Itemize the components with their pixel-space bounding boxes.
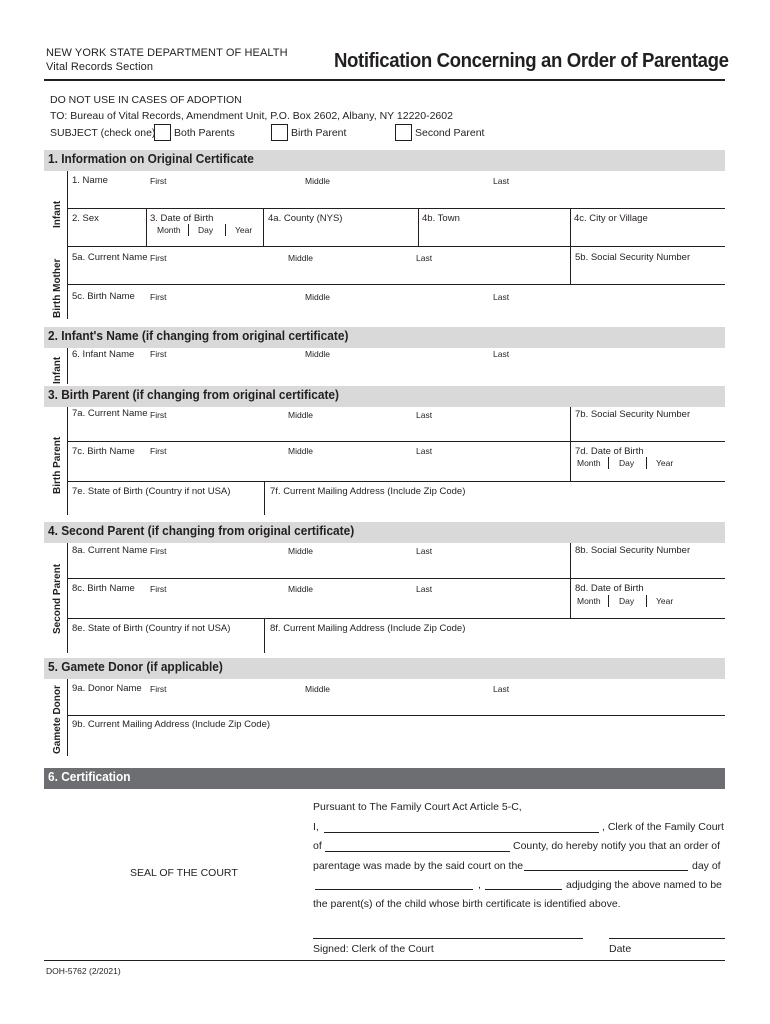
rule <box>225 224 226 236</box>
cert-line-2a: I, <box>313 821 319 833</box>
birthname-last: Last <box>493 292 510 302</box>
sp-dob-month: Month <box>577 596 601 606</box>
rule <box>188 224 189 236</box>
section-6-title: 6. Certification <box>48 770 131 784</box>
birthname-first: First <box>150 292 167 302</box>
birth-parent-label: Birth Parent <box>291 127 347 139</box>
cert-line-3a: of <box>313 840 322 852</box>
section-2-header <box>44 327 725 348</box>
sp-middle: Middle <box>288 546 314 556</box>
subject-label: SUBJECT (check one) <box>50 127 156 139</box>
rule <box>67 208 725 209</box>
cert-line-3b: County, do hereby notify you that an order of <box>513 840 721 852</box>
second-parent-checkbox[interactable] <box>395 124 412 141</box>
form-title: Notification Concerning an Order of Parentage <box>334 50 729 72</box>
side-label-second-parent: Second Parent <box>52 563 63 634</box>
rule <box>608 457 609 469</box>
recipient-address: TO: Bureau of Vital Records, Amendment Unit, P.O. Box 2602, Albany, NY 12220-2602 <box>50 110 453 122</box>
rule <box>646 595 647 607</box>
bp-dob-year: Year <box>656 458 674 468</box>
side-label-birth-mother: Birth Mother <box>52 258 63 318</box>
side-label-birth-parent: Birth Parent <box>52 436 63 494</box>
section-1-side-rule <box>67 171 68 319</box>
rule <box>67 348 68 384</box>
rule <box>67 407 68 515</box>
year-line[interactable] <box>485 889 562 890</box>
section-4-header <box>44 522 725 543</box>
donor-first: First <box>150 684 167 694</box>
field-bp-dob: 7d. Date of Birth <box>575 446 644 457</box>
cert-line-4b: day of <box>692 860 721 872</box>
rule <box>146 208 147 246</box>
field-sp-address: 8f. Current Mailing Address (Include Zip Code) <box>270 623 466 634</box>
side-label-gamete-donor: Gamete Donor <box>52 685 63 754</box>
sp-last: Last <box>416 546 433 556</box>
side-label-infant-2: Infant <box>52 356 63 384</box>
bp-dob-month: Month <box>577 458 601 468</box>
rule <box>67 679 68 756</box>
bp-birth-last: Last <box>416 446 433 456</box>
section-3-header <box>44 386 725 407</box>
rule <box>67 715 725 716</box>
section-1-header <box>44 150 725 171</box>
field-sp-birth-name: 8c. Birth Name <box>72 583 135 594</box>
birthname-middle: Middle <box>305 292 331 302</box>
bp-first: First <box>150 410 167 420</box>
mother-last: Last <box>416 253 433 263</box>
field-city: 4c. City or Village <box>574 213 648 224</box>
field-mother-ssn: 5b. Social Security Number <box>575 252 691 263</box>
mother-middle: Middle <box>288 253 314 263</box>
rule <box>67 618 725 619</box>
field-mother-current-name: 5a. Current Name <box>72 252 148 263</box>
rule <box>67 284 725 285</box>
bp-last: Last <box>416 410 433 420</box>
mother-first: First <box>150 253 167 263</box>
field-county: 4a. County (NYS) <box>268 213 343 224</box>
signature-label: Signed: Clerk of the Court <box>313 943 434 955</box>
clerk-name-line[interactable] <box>324 832 599 833</box>
month-line[interactable] <box>315 889 473 890</box>
signature-line[interactable] <box>313 938 583 939</box>
section-2-title: 2. Infant's Name (if changing from original certificate) <box>48 329 349 343</box>
seal-of-the-court: SEAL OF THE COURT <box>130 867 238 879</box>
section-5-title: 5. Gamete Donor (if applicable) <box>48 660 223 674</box>
field-infant-name: 6. Infant Name <box>72 349 135 360</box>
birth-parent-checkbox[interactable] <box>271 124 288 141</box>
sp-birth-last: Last <box>416 584 433 594</box>
dob-year: Year <box>235 225 253 235</box>
field-sp-state: 8e. State of Birth (Country if not USA) <box>72 623 231 634</box>
footer-rule <box>44 960 725 961</box>
adoption-warning: DO NOT USE IN CASES OF ADOPTION <box>50 94 242 106</box>
rule <box>263 208 264 246</box>
rule <box>67 543 68 653</box>
infant-first: First <box>150 349 167 359</box>
rule <box>570 407 571 482</box>
cert-line-1: Pursuant to The Family Court Act Article 5-C, <box>313 801 522 813</box>
rule <box>67 441 725 442</box>
field-dob: 3. Date of Birth <box>150 213 214 224</box>
rule <box>646 457 647 469</box>
bp-dob-day: Day <box>619 458 635 468</box>
cert-line-5a: , <box>478 879 481 891</box>
field-bp-ssn: 7b. Social Security Number <box>575 409 691 420</box>
infant-last: Last <box>493 349 510 359</box>
rule <box>418 208 419 246</box>
order-date-line[interactable] <box>524 870 688 871</box>
field-town: 4b. Town <box>422 213 460 224</box>
form-id: DOH-5762 (2/2021) <box>46 966 121 976</box>
field-mother-birth-name: 5c. Birth Name <box>72 291 135 302</box>
sp-dob-year: Year <box>656 596 674 606</box>
rule <box>608 595 609 607</box>
second-parent-label: Second Parent <box>415 127 485 139</box>
sp-dob-day: Day <box>619 596 635 606</box>
cert-line-4a: parentage was made by the said court on the <box>313 860 524 872</box>
sp-birth-middle: Middle <box>288 584 314 594</box>
rule <box>67 481 725 482</box>
section-3-title: 3. Birth Parent (if changing from original certificate) <box>48 388 339 402</box>
rule <box>264 618 265 653</box>
bp-birth-first: First <box>150 446 167 456</box>
field-bp-address: 7f. Current Mailing Address (Include Zip Code) <box>270 486 466 497</box>
sp-first: First <box>150 546 167 556</box>
section-4-title: 4. Second Parent (if changing from original certificate) <box>48 524 355 538</box>
name-first: First <box>150 176 167 186</box>
agency-name: NEW YORK STATE DEPARTMENT OF HEALTH <box>46 47 288 59</box>
bp-middle: Middle <box>288 410 314 420</box>
field-sp-dob: 8d. Date of Birth <box>575 583 644 594</box>
both-parents-checkbox[interactable] <box>154 124 171 141</box>
field-bp-birth-name: 7c. Birth Name <box>72 446 135 457</box>
cert-line-2b: , Clerk of the Family Court <box>602 821 724 833</box>
dob-day: Day <box>198 225 214 235</box>
rule <box>570 543 571 619</box>
rule <box>264 481 265 515</box>
infant-middle: Middle <box>305 349 331 359</box>
donor-middle: Middle <box>305 684 331 694</box>
section-1-title: 1. Information on Original Certificate <box>48 152 254 166</box>
agency-header <box>46 46 288 74</box>
name-middle: Middle <box>305 176 331 186</box>
bp-birth-middle: Middle <box>288 446 314 456</box>
county-line[interactable] <box>325 851 510 852</box>
donor-last: Last <box>493 684 510 694</box>
both-parents-label: Both Parents <box>174 127 235 139</box>
field-name: 1. Name <box>72 175 108 186</box>
dob-month: Month <box>157 225 181 235</box>
section-6-header <box>44 768 725 789</box>
date-label: Date <box>609 943 632 955</box>
side-label-infant: Infant <box>52 200 63 228</box>
section-name: Vital Records Section <box>46 61 154 73</box>
field-donor-name: 9a. Donor Name <box>72 683 142 694</box>
field-donor-address: 9b. Current Mailing Address (Include Zip Code) <box>72 719 271 730</box>
field-sp-ssn: 8b. Social Security Number <box>575 545 691 556</box>
cert-line-6: the parent(s) of the child whose birth certificate is identified above. <box>313 898 621 910</box>
header-rule <box>44 79 725 81</box>
rule <box>67 578 725 579</box>
cert-line-5b: adjudging the above named to be <box>566 879 722 891</box>
field-sex: 2. Sex <box>72 213 99 224</box>
section-5-header <box>44 658 725 679</box>
field-bp-current-name: 7a. Current Name <box>72 408 148 419</box>
rule <box>67 246 725 247</box>
field-sp-current-name: 8a. Current Name <box>72 545 148 556</box>
field-bp-state: 7e. State of Birth (Country if not USA) <box>72 486 231 497</box>
date-line[interactable] <box>609 938 725 939</box>
sp-birth-first: First <box>150 584 167 594</box>
name-last: Last <box>493 176 510 186</box>
